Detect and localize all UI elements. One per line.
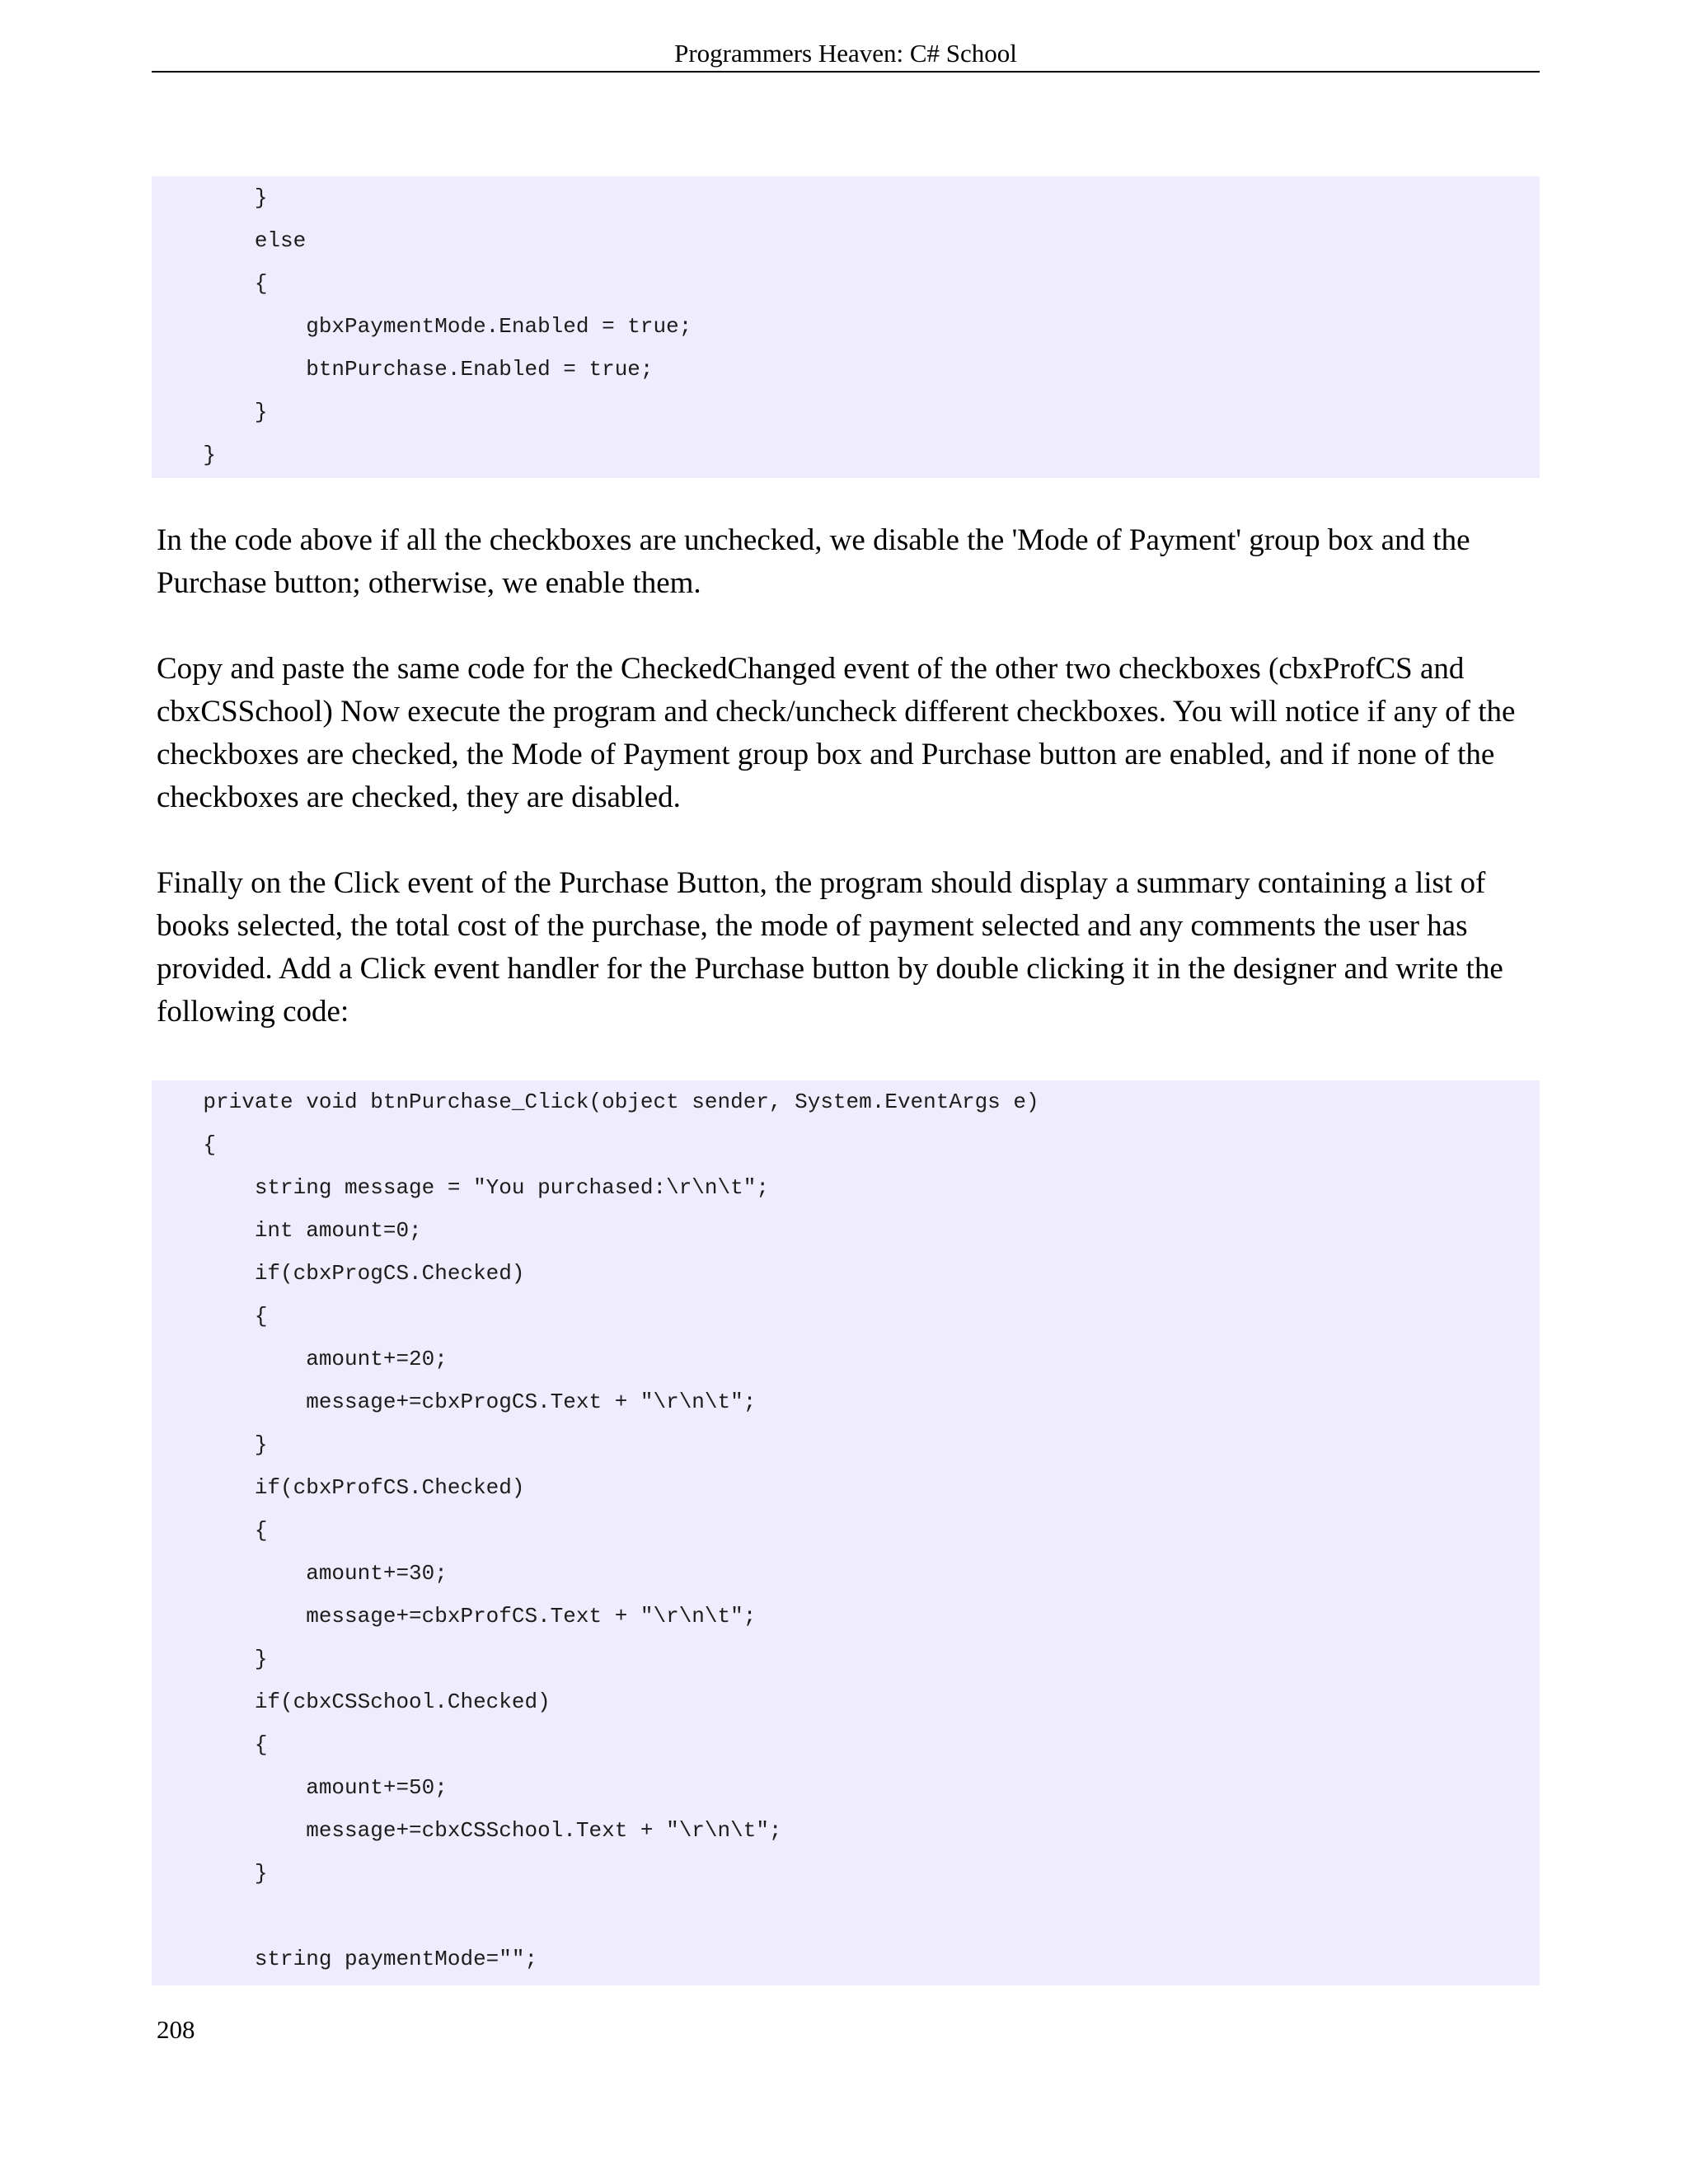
paragraph: In the code above if all the checkboxes are unchecked, we disable the 'Mode of Payment' group box and the Purchase button; otherwise, we enable them. (157, 523, 1470, 600)
code-line: message+=cbxProfCS.Text + "\r\n\t"; (152, 1604, 757, 1629)
code-line: if(cbxProgCS.Checked) (152, 1261, 525, 1286)
code-line: else (152, 228, 307, 253)
code-line: } (152, 1432, 268, 1457)
code-block-bottom (152, 1080, 1540, 1985)
code-line: string paymentMode=""; (152, 1947, 538, 1971)
code-line: amount+=20; (152, 1347, 448, 1371)
code-line: { (152, 271, 268, 296)
code-line: } (152, 400, 268, 424)
code-line: private void btnPurchase_Click(object sender, System.EventArgs e) (152, 1090, 1039, 1114)
code-line: int amount=0; (152, 1218, 422, 1243)
code-line: string message = "You purchased:\r\n\t"; (152, 1175, 769, 1200)
paragraph: Copy and paste the same code for the CheckedChanged event of the other two checkboxes (cbxProfCS and cbxCSSchool) Now execute the program and check/uncheck different checkboxes. You will notice if any of the checkboxes are checked, the Mode of Payment group box and Purchase button are enabled, and if none of the checkboxes are checked, they are disabled. (157, 652, 1516, 814)
code-line: amount+=30; (152, 1561, 448, 1586)
code-line: amount+=50; (152, 1775, 448, 1800)
code-line: { (152, 1132, 217, 1157)
code-line: } (152, 443, 217, 467)
code-block-top (152, 176, 1540, 478)
code-line: { (152, 1732, 268, 1757)
code-line: if(cbxProfCS.Checked) (152, 1475, 525, 1500)
code-line: { (152, 1518, 268, 1543)
code-line: if(cbxCSSchool.Checked) (152, 1690, 551, 1714)
page-number: 208 (157, 2015, 195, 2044)
code-line: } (152, 185, 268, 210)
code-line: } (152, 1861, 268, 1886)
code-line: } (152, 1647, 268, 1671)
code-line: message+=cbxCSSchool.Text + "\r\n\t"; (152, 1818, 782, 1843)
code-line: { (152, 1304, 268, 1329)
paragraph: Finally on the Click event of the Purchase Button, the program should display a summary containing a list of books selected, the total cost of the purchase, the mode of payment selected and any comments the user has provided. Add a Click event handler for the Purchase button by double clicking it in the designer and write the following code: (157, 866, 1503, 1029)
code-line: message+=cbxProgCS.Text + "\r\n\t"; (152, 1390, 757, 1414)
page-header (152, 36, 1540, 73)
code-line: gbxPaymentMode.Enabled = true; (152, 314, 692, 339)
code-line: btnPurchase.Enabled = true; (152, 357, 654, 382)
header-title: Programmers Heaven: C# School (674, 39, 1017, 68)
